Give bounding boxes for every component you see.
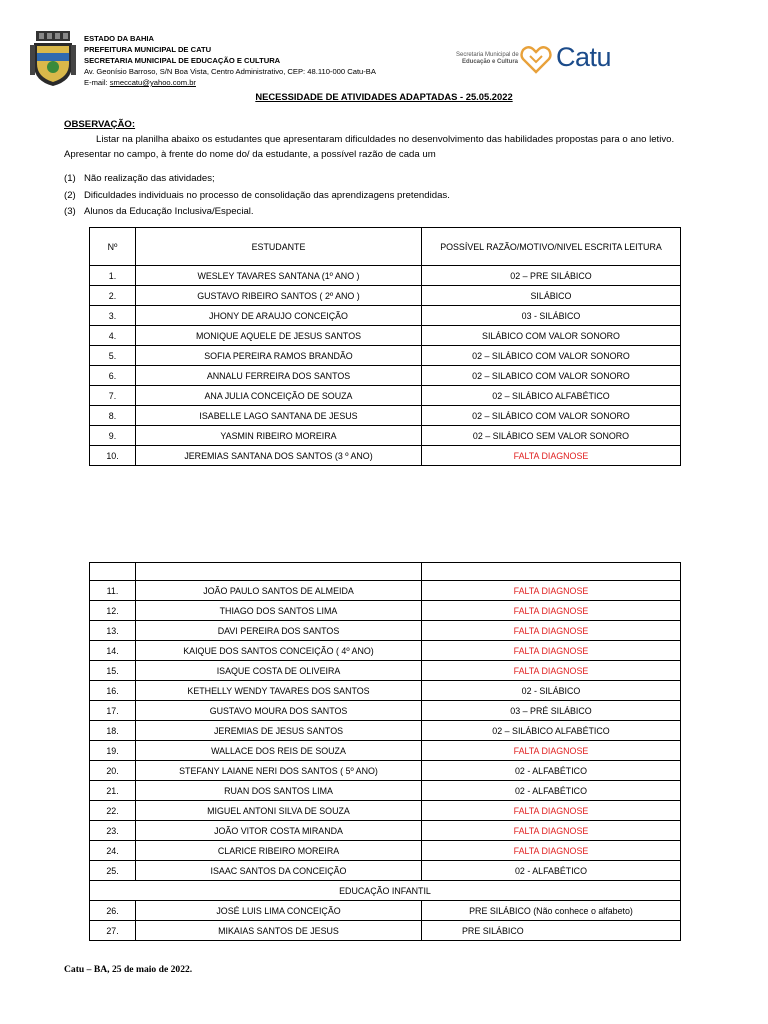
instructions-line-1: Listar na planilha abaixo os estudantes que apresentaram dificuldades no desenvolvimento das habilidades propostas para o ano letivo.	[96, 134, 675, 145]
row-number-cell: 19.	[90, 741, 136, 761]
table-row	[90, 266, 681, 286]
row-reason-cell: SILÁBICO	[422, 286, 681, 306]
row-reason-cell: FALTA DIAGNOSE	[422, 821, 681, 841]
header-secretariat: SECRETARIA MUNICIPAL DE EDUCAÇÃO E CULTURA	[84, 56, 281, 65]
row-student-cell: JEREMIAS SANTANA DOS SANTOS (3 º ANO)	[136, 446, 422, 466]
row-number-cell: 14.	[90, 641, 136, 661]
reasons-list	[64, 171, 450, 221]
catu-education-logo	[452, 42, 627, 78]
row-number-cell: 4.	[90, 326, 136, 346]
row-reason-cell: 02 – SILÁBICO SEM VALOR SONORO	[422, 426, 681, 446]
row-number-cell: 25.	[90, 861, 136, 881]
reason-text: Alunos da Educação Inclusiva/Especial.	[84, 206, 254, 217]
table-row	[90, 426, 681, 446]
row-reason-cell: FALTA DIAGNOSE	[422, 841, 681, 861]
reason-item	[64, 188, 450, 205]
row-student-cell: MIKAIAS SANTOS DE JESUS	[136, 921, 422, 941]
row-reason-cell: 02 – SILABICO COM VALOR SONORO	[422, 366, 681, 386]
row-number-cell: 26.	[90, 901, 136, 921]
table-row	[90, 921, 681, 941]
row-student-cell: JOSÉ LUIS LIMA CONCEIÇÃO	[136, 901, 422, 921]
table-row	[90, 861, 681, 881]
table-row	[90, 446, 681, 466]
row-student-cell: JOÃO VITOR COSTA MIRANDA	[136, 821, 422, 841]
logo-subtitle	[456, 52, 518, 66]
table-row	[90, 386, 681, 406]
table-row	[90, 841, 681, 861]
reason-text: Dificuldades individuais no processo de consolidação das aprendizagens pretendidas.	[84, 189, 450, 201]
row-reason-cell: FALTA DIAGNOSE	[422, 621, 681, 641]
row-number-cell: 12.	[90, 601, 136, 621]
row-number-cell: 24.	[90, 841, 136, 861]
row-number-cell: 1.	[90, 266, 136, 286]
row-number-cell: 10.	[90, 446, 136, 466]
table-row	[90, 406, 681, 426]
instructions-line-2: Apresentar no campo, à frente do nome do/ da estudante, a possível razão de cada um	[64, 149, 436, 160]
row-number-cell: 23.	[90, 821, 136, 841]
row-number-cell: 22.	[90, 801, 136, 821]
empty-cell	[422, 563, 681, 581]
table-row	[90, 326, 681, 346]
table-row	[90, 366, 681, 386]
row-reason-cell: FALTA DIAGNOSE	[422, 741, 681, 761]
row-reason-cell: 02 – PRE SILÁBICO	[422, 266, 681, 286]
row-number-cell: 3.	[90, 306, 136, 326]
table-row	[90, 346, 681, 366]
observation-label: OBSERVAÇÃO:	[64, 119, 136, 130]
heart-icon	[520, 44, 552, 79]
table-row	[90, 821, 681, 841]
row-number-cell: 15.	[90, 661, 136, 681]
row-student-cell: JEREMIAS DE JESUS SANTOS	[136, 721, 422, 741]
row-number-cell: 16.	[90, 681, 136, 701]
row-reason-cell: SILÁBICO COM VALOR SONORO	[422, 326, 681, 346]
reason-item	[64, 204, 450, 221]
logo-sub-line-1: Secretaria Municipal de	[456, 52, 519, 58]
students-table-page-2	[89, 562, 681, 941]
row-reason-cell: 03 - SILÁBICO	[422, 306, 681, 326]
row-student-cell: GUSTAVO RIBEIRO SANTOS ( 2º ANO )	[136, 286, 422, 306]
table-row	[90, 306, 681, 326]
row-number-cell: 2.	[90, 286, 136, 306]
section-row-infantil	[90, 881, 681, 901]
row-reason-cell: 02 - ALFABÉTICO	[422, 761, 681, 781]
email-link[interactable]: smeccatu@yahoo.com.br	[109, 78, 196, 87]
table-row	[90, 761, 681, 781]
row-student-cell: GUSTAVO MOURA DOS SANTOS	[136, 701, 422, 721]
header-cell-number: Nº	[90, 228, 136, 266]
document-title: NECESSIDADE DE ATIVIDADES ADAPTADAS - 25.05.2022	[255, 91, 513, 102]
header-cell-student: ESTUDANTE	[136, 228, 422, 266]
row-student-cell: ANNALU FERREIRA DOS SANTOS	[136, 366, 422, 386]
row-student-cell: STEFANY LAIANE NERI DOS SANTOS ( 5º ANO)	[136, 761, 422, 781]
row-number-cell: 18.	[90, 721, 136, 741]
header-block	[84, 33, 376, 88]
row-number-cell: 11.	[90, 581, 136, 601]
row-student-cell: ANA JULIA CONCEIÇÃO DE SOUZA	[136, 386, 422, 406]
row-number-cell: 7.	[90, 386, 136, 406]
row-reason-cell: FALTA DIAGNOSE	[422, 641, 681, 661]
table-row	[90, 641, 681, 661]
row-reason-cell: FALTA DIAGNOSE	[422, 601, 681, 621]
row-student-cell: THIAGO DOS SANTOS LIMA	[136, 601, 422, 621]
municipal-crest-logo	[30, 31, 76, 87]
row-reason-cell: FALTA DIAGNOSE	[422, 581, 681, 601]
empty-cell	[136, 563, 422, 581]
row-reason-cell: FALTA DIAGNOSE	[422, 661, 681, 681]
table-row	[90, 901, 681, 921]
row-student-cell: JOÃO PAULO SANTOS DE ALMEIDA	[136, 581, 422, 601]
row-reason-cell: 02 – SILÁBICO COM VALOR SONORO	[422, 346, 681, 366]
row-number-cell: 13.	[90, 621, 136, 641]
row-reason-cell: FALTA DIAGNOSE	[422, 446, 681, 466]
table-row	[90, 801, 681, 821]
students-table-page-1	[89, 227, 681, 466]
table-row	[90, 721, 681, 741]
row-reason-cell: 02 - ALFABÉTICO	[422, 861, 681, 881]
logo-sub-line-2: Educação e Cultura	[461, 59, 518, 65]
row-student-cell: KETHELLY WENDY TAVARES DOS SANTOS	[136, 681, 422, 701]
row-reason-cell: 02 – SILÁBICO ALFABÉTICO	[422, 721, 681, 741]
row-number-cell: 20.	[90, 761, 136, 781]
header-state: ESTADO DA BAHIA	[84, 34, 155, 43]
row-student-cell: JHONY DE ARAUJO CONCEIÇÃO	[136, 306, 422, 326]
table-row	[90, 621, 681, 641]
table-empty-header-row	[90, 563, 681, 581]
header-email-line	[84, 77, 376, 88]
table-row	[90, 286, 681, 306]
row-student-cell: KAIQUE DOS SANTOS CONCEIÇÃO ( 4º ANO)	[136, 641, 422, 661]
logo-wordmark: Catu	[556, 42, 612, 72]
row-reason-cell: 02 - SILÁBICO	[422, 681, 681, 701]
row-number-cell: 9.	[90, 426, 136, 446]
row-student-cell: MONIQUE AQUELE DE JESUS SANTOS	[136, 326, 422, 346]
table-header-row	[90, 228, 681, 266]
row-student-cell: YASMIN RIBEIRO MOREIRA	[136, 426, 422, 446]
email-label: E-mail:	[84, 78, 110, 87]
row-number-cell: 17.	[90, 701, 136, 721]
row-student-cell: MIGUEL ANTONI SILVA DE SOUZA	[136, 801, 422, 821]
row-number-cell: 21.	[90, 781, 136, 801]
row-number-cell: 8.	[90, 406, 136, 426]
row-student-cell: RUAN DOS SANTOS LIMA	[136, 781, 422, 801]
row-student-cell: ISAQUE COSTA DE OLIVEIRA	[136, 661, 422, 681]
header-prefecture: PREFEITURA MUNICIPAL DE CATU	[84, 45, 212, 54]
table-row	[90, 661, 681, 681]
reason-number: (2)	[64, 189, 76, 201]
row-student-cell: DAVI PEREIRA DOS SANTOS	[136, 621, 422, 641]
row-reason-cell: 02 - ALFABÉTICO	[422, 781, 681, 801]
header-address: Av. Geonísio Barroso, S/N Boa Vista, Centro Administrativo, CEP: 48.110-000 Catu-BA	[84, 67, 376, 76]
reason-number: (1)	[64, 173, 76, 184]
row-number-cell: 5.	[90, 346, 136, 366]
row-student-cell: ISABELLE LAGO SANTANA DE JESUS	[136, 406, 422, 426]
reason-number: (3)	[64, 206, 76, 217]
footer-date-place: Catu – BA, 25 de maio de 2022.	[64, 964, 193, 975]
row-reason-cell: PRE SILÁBICO (Não conhece o alfabeto)	[422, 901, 681, 921]
table-row	[90, 781, 681, 801]
row-student-cell: ISAAC SANTOS DA CONCEIÇÃO	[136, 861, 422, 881]
row-reason-cell: 02 – SILÁBICO COM VALOR SONORO	[422, 406, 681, 426]
table-row	[90, 601, 681, 621]
row-reason-cell: PRE SILÁBICO	[422, 921, 681, 941]
row-student-cell: WALLACE DOS REIS DE SOUZA	[136, 741, 422, 761]
table-row	[90, 681, 681, 701]
row-reason-cell: 02 – SILÁBICO ALFABÉTICO	[422, 386, 681, 406]
row-student-cell: SOFIA PEREIRA RAMOS BRANDÃO	[136, 346, 422, 366]
reason-text: Não realização das atividades;	[84, 173, 215, 184]
row-number-cell: 6.	[90, 366, 136, 386]
row-reason-cell: 03 – PRÉ SILÁBICO	[422, 701, 681, 721]
row-student-cell: CLARICE RIBEIRO MOREIRA	[136, 841, 422, 861]
header-cell-reason: POSSÍVEL RAZÃO/MOTIVO/NIVEL ESCRITA LEITURA	[422, 228, 681, 266]
row-student-cell: WESLEY TAVARES SANTANA (1º ANO )	[136, 266, 422, 286]
row-number-cell: 27.	[90, 921, 136, 941]
empty-cell	[90, 563, 136, 581]
table-row	[90, 581, 681, 601]
table-row	[90, 741, 681, 761]
reason-item	[64, 171, 450, 188]
section-title-infantil: EDUCAÇÃO INFANTIL	[90, 881, 681, 901]
table-row	[90, 701, 681, 721]
instructions-paragraph	[64, 132, 724, 162]
row-reason-cell: FALTA DIAGNOSE	[422, 801, 681, 821]
